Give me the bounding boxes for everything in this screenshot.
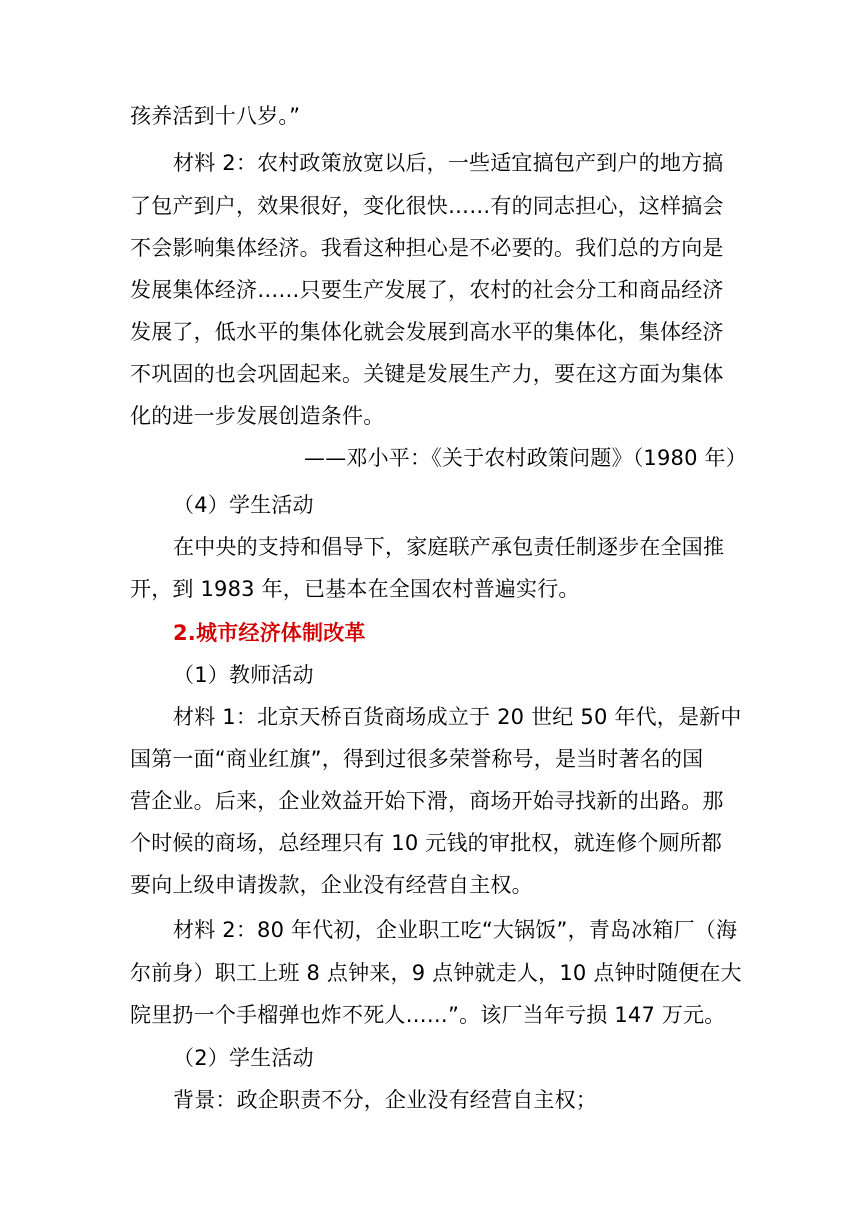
- paragraph-line: 发展集体经济……只要生产发展了，农村的社会分工和商品经济: [130, 278, 724, 302]
- paragraph-line: 孩养活到十八岁。”: [130, 104, 301, 128]
- paragraph-line: 在中央的支持和倡导下，家庭联产承包责任制逐步在全国推: [173, 535, 725, 559]
- paragraph-line: 化的进一步发展创造条件。: [130, 404, 385, 428]
- paragraph-line: 国第一面“商业红旗”，得到过很多荣誉称号，是当时著名的国: [130, 747, 704, 771]
- paragraph-line: 背景：政企职责不分，企业没有经营自主权；: [173, 1088, 597, 1112]
- paragraph-line: 不巩固的也会巩固起来。关键是发展生产力，要在这方面为集体: [130, 362, 724, 386]
- paragraph-line: 要向上级申请拨款，企业没有经营自主权。: [130, 873, 533, 897]
- paragraph-line: 开，到 1983 年，已基本在全国农村普遍实行。: [130, 577, 580, 601]
- paragraph-line: 尔前身）职工上班 8 点钟来，9 点钟就走人，10 点钟时随便在大: [130, 961, 742, 985]
- paragraph-line: 了包产到户，效果很好，变化很快……有的同志担心，这样搞会: [130, 194, 724, 218]
- paragraph-line: 材料 1：北京天桥百货商场成立于 20 世纪 50 年代，是新中: [173, 705, 742, 729]
- section-subheading: （1）教师活动: [173, 663, 314, 687]
- paragraph-line: 发展了，低水平的集体化就会发展到高水平的集体化，集体经济: [130, 320, 724, 344]
- section-subheading: （2）学生活动: [173, 1046, 314, 1070]
- paragraph-line: 不会影响集体经济。我看这种担心是不必要的。我们总的方向是: [130, 236, 724, 260]
- section-heading: 2.城市经济体制改革: [173, 621, 366, 645]
- paragraph-line: 个时候的商场，总经理只有 10 元钱的审批权，就连修个厕所都: [130, 831, 723, 855]
- quote-source: ——邓小平：《关于农村政策问题》（1980 年）: [304, 446, 747, 470]
- paragraph-line: 院里扔一个手榴弹也炸不死人……”。该厂当年亏损 147 万元。: [130, 1003, 726, 1027]
- section-subheading: （4）学生活动: [173, 493, 314, 517]
- paragraph-line: 材料 2：农村政策放宽以后，一些适宜搞包产到户的地方搞: [173, 151, 724, 175]
- paragraph-line: 材料 2：80 年代初，企业职工吃“大锅饭”，青岛冰箱厂（海: [173, 918, 738, 942]
- paragraph-line: 营企业。后来，企业效益开始下滑，商场开始寻找新的出路。那: [130, 789, 724, 813]
